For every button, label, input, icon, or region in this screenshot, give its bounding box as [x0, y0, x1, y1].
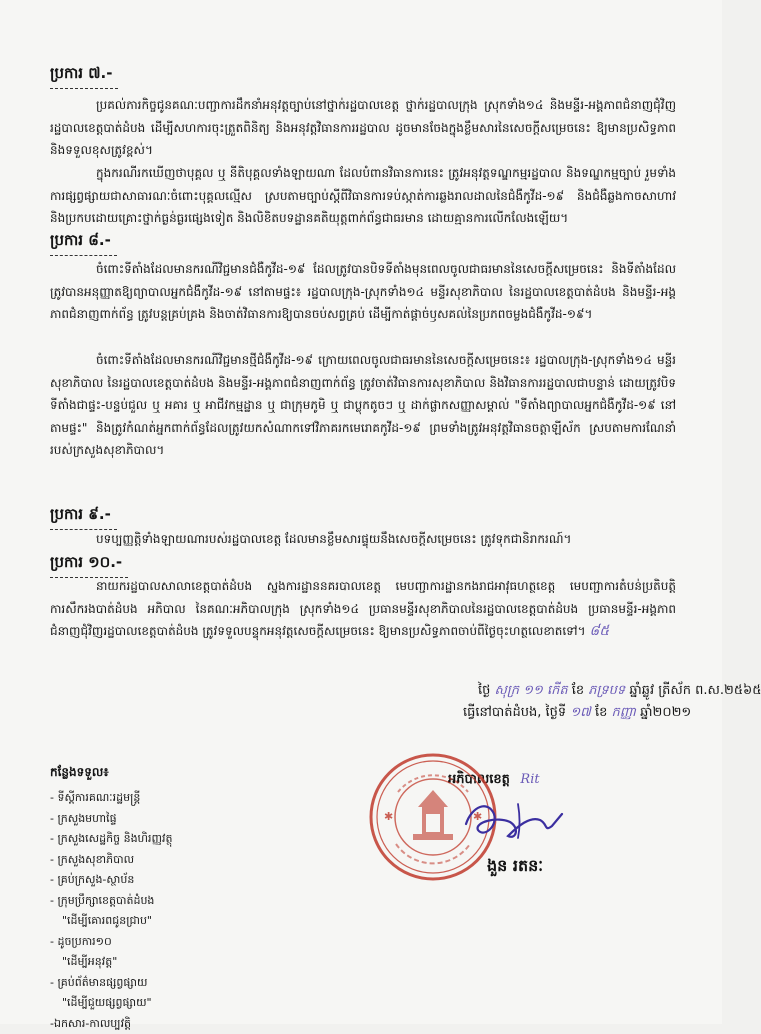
solar-date-line: ធ្វើនៅបាត់ដំបង, ថ្ងៃទី ១៧ ខែ កញ្ញា ឆ្នាំ២០២១ [463, 702, 683, 724]
svg-text:✱: ✱ [473, 810, 482, 823]
recipient-item: -ឯកសារ-កាលប្បវត្តិ [50, 1014, 290, 1034]
article-10-paragraph-1: នាយករដ្ឋបាលសាលាខេត្តបាត់ដំបង ស្នងការដ្ឋាននគរបាលខេត្ត មេបញ្ជាការដ្ឋានកងរាជអាវុធហត្ថខេត្ត មេបញ្ជាការតំបន់ប្រតិបត្តិការសឹករងបាត់ដំបង អភិបាល នៃគណៈអភិបាលក្រុង ស្រុកទាំង១៤ ប្រធានមន្ទីរសុខាភិបាលនៃរដ្ឋបាលខេត្តបាត់ដំបង ប្រធានមន្ទីរ-អង្គភាពជំនាញជុំវិញរដ្ឋបាលខេត្តបាត់ដំបង ត្រូវទទួលបន្ទុកអនុវត្តសេចក្តីសម្រេចនេះ ឱ្យមានប្រសិទ្ធភាពចាប់ពីថ្ងៃចុះហត្ថលេខាតទៅ។ ៨៥ [50, 575, 676, 643]
article-10-heading: ប្រការ ១០.- [50, 553, 122, 575]
recipient-note: "ដើម្បីជួយផ្សព្វផ្សាយ" [50, 993, 290, 1014]
handwritten-month: កញ្ញា [612, 705, 637, 720]
recipient-item: - ទីស្តីការគណៈរដ្ឋមន្ត្រី [50, 788, 290, 809]
article-8-paragraph-1: ចំពោះទីតាំងដែលមានករណីវិជ្ជមានជំងឺកូវីដ-១៩ ដែលត្រូវបានបិទទីតាំងមុនពេលចូលជាធរមាននៃសេចក្តីសម្រេចនេះ និងទីតាំងដែលត្រូវបានអនុញ្ញាតឱ្យព្យាបាលអ្នកជំងឺកូវីដ-១៩ នៅតាមផ្ទះ៖ រដ្ឋបាលក្រុង-ស្រុកទាំង១៤ មន្ទីរសុខាភិបាល នៃរដ្ឋបាលខេត្តបាត់ដំបង និងមន្ទីរ-អង្គភាពជំនាញពាក់ព័ន្ធ ត្រូវបន្តគ្រប់គ្រង និងចាត់វិធានការឱ្យបានចប់សព្វគ្រប់ ដើម្បីកាត់ផ្តាច់ឫសគល់នៃប្រភពចម្លងជំងឺកូវីដ-១៩។ [50, 258, 676, 326]
signatory-title: អភិបាលខេត្ត Rit [448, 771, 540, 790]
recipient-item: - ក្រសួងសុខាភិបាល [50, 850, 290, 871]
recipient-item: - ក្រសួងសេដ្ឋកិច្ច និងហិរញ្ញវត្ថុ [50, 829, 290, 850]
handwritten-day: ១៧ [570, 705, 591, 720]
recipient-item: - គ្រប់ក្រសួង-ស្ថាប័ន [50, 870, 290, 891]
article-9-heading: ប្រការ ៩.- [50, 505, 111, 527]
article-8-paragraph-2: ចំពោះទីតាំងដែលមានករណីវិជ្ជមានថ្មីជំងឺកូវីដ-១៩ ក្រោយពេលចូលជាធរមាននៃសេចក្តីសម្រេចនេះ៖ រដ្ឋបាលក្រុង-ស្រុកទាំង១៤ មន្ទីរសុខាភិបាល នៃរដ្ឋបាលខេត្តបាត់ដំបង និងមន្ទីរ-អង្គភាពជំនាញពាក់ព័ន្ធ ត្រូវចាត់វិធានការសុខាភិបាល និងវិធានការរដ្ឋបាលជាបន្ទាន់ ដោយត្រូវបិទទីតាំងជាផ្ទះ-បន្ទប់ជួល ឬ អគារ ឬ អាជីវកម្មដ្ឋាន ឬ ជាក្រុមភូមិ ឬ ជាប្លុកតូចៗ ឬ ដាក់ផ្លាកសញ្ញាសម្គាល់ "ទីតាំងព្យាបាលអ្នកជំងឺកូវីដ-១៩ នៅតាមផ្ទះ" និងត្រូវកំណត់អ្នកពាក់ព័ន្ធដែលត្រូវយកសំណាកទៅវិភាគរកមេរោគកូវីដ-១៩ ព្រមទាំងត្រូវអនុវត្តវិធានចត្តាឡីស័ក ស្របតាមការណែនាំរបស់ក្រសួងសុខាភិបាល។ [50, 349, 676, 462]
recipient-item: - គ្រប់ព័ត៌មានផ្សព្វផ្សាយ [50, 973, 290, 994]
article-9-paragraph-1: បទប្បញ្ញត្តិទាំងឡាយណារបស់រដ្ឋបាលខេត្ត ដែលមានខ្លឹមសារផ្ទុយនឹងសេចក្តីសម្រេចនេះ ត្រូវទុកជានិរាករណ៍។ [50, 528, 676, 551]
lunar-date-line: ថ្ងៃ សុក្រ ១១ កើត ខែ ភទ្របទ ឆ្នាំឆ្លូវ ត្រីស័ក ព.ស.២៥៦៥ [478, 680, 698, 702]
handwritten-note: ៨៥ [589, 623, 609, 639]
recipient-note: "ដើម្បីគោរពជូនជ្រាប" [50, 911, 290, 932]
recipients-heading: កន្លែងទទួល៖ [50, 764, 290, 782]
article-8-heading: ប្រការ ៨.- [50, 231, 111, 253]
recipient-note: "ដើម្បីអនុវត្ត" [50, 952, 290, 973]
handwritten-signature-icon [458, 786, 568, 846]
svg-text:✱: ✱ [384, 810, 393, 823]
article-7-paragraph-1: ប្រគល់ភារកិច្ចជូនគណៈបញ្ជាការដឹកនាំអនុវត្តច្បាប់នៅថ្នាក់រដ្ឋបាលខេត្ត ថ្នាក់រដ្ឋបាលក្រុង ស្រុកទាំង១៤ និងមន្ទីរ-អង្គភាពជំនាញជុំវិញរដ្ឋបាលខេត្តបាត់ដំបង ដើម្បីសហការចុះត្រួតពិនិត្យ និងអនុវត្តវិធានការរដ្ឋបាល ដូចមានចែងក្នុងខ្លឹមសារនៃសេចក្តីសម្រេចនេះ ឱ្យមានប្រសិទ្ធភាព និងទទួលខុសត្រូវខ្ពស់។ [50, 94, 676, 162]
recipient-item: - ក្រសួងមហាផ្ទៃ [50, 809, 290, 830]
recipient-item: - ក្រុមប្រឹក្សាខេត្តបាត់ដំបង [50, 891, 290, 912]
article-7-heading: ប្រការ ៧.- [50, 64, 112, 86]
recipients-list [50, 764, 290, 1034]
signatory-name: ងួន រតនៈ [487, 855, 543, 879]
handwritten-lunar-day: សុក្រ ១១ កើត [495, 683, 568, 698]
recipient-item: - ដូចប្រការ១០ [50, 932, 290, 953]
article-7-paragraph-2: ក្នុងករណីរកឃើញថាបុគ្គល ឬ នីតិបុគ្គលទាំងឡាយណា ដែលបំពានវិធានការនេះ ត្រូវអនុវត្តទណ្ឌកម្មរដ្ឋបាល និងទណ្ឌកម្មច្បាប់ រួមទាំងការផ្សព្វផ្សាយជាសាធារណៈចំពោះបុគ្គលល្មើស ស្របតាមច្បាប់ស្តីពីវិធានការទប់ស្កាត់ការឆ្លងរាលដាលនៃជំងឺកូវីដ-១៩ និងជំងឺឆ្លងកាចសាហាវ និងប្រកបដោយគ្រោះថ្នាក់ធ្ងន់ធ្ងរផ្សេងទៀត និងលិខិតបទដ្ឋានគតិយុត្តពាក់ព័ន្ធជាធរមាន ដោយគ្មានការលើកលែងឡើយ។ [50, 162, 676, 230]
handwritten-lunar-month: ភទ្របទ [588, 683, 625, 698]
handwritten-initial: Rit [520, 772, 539, 787]
